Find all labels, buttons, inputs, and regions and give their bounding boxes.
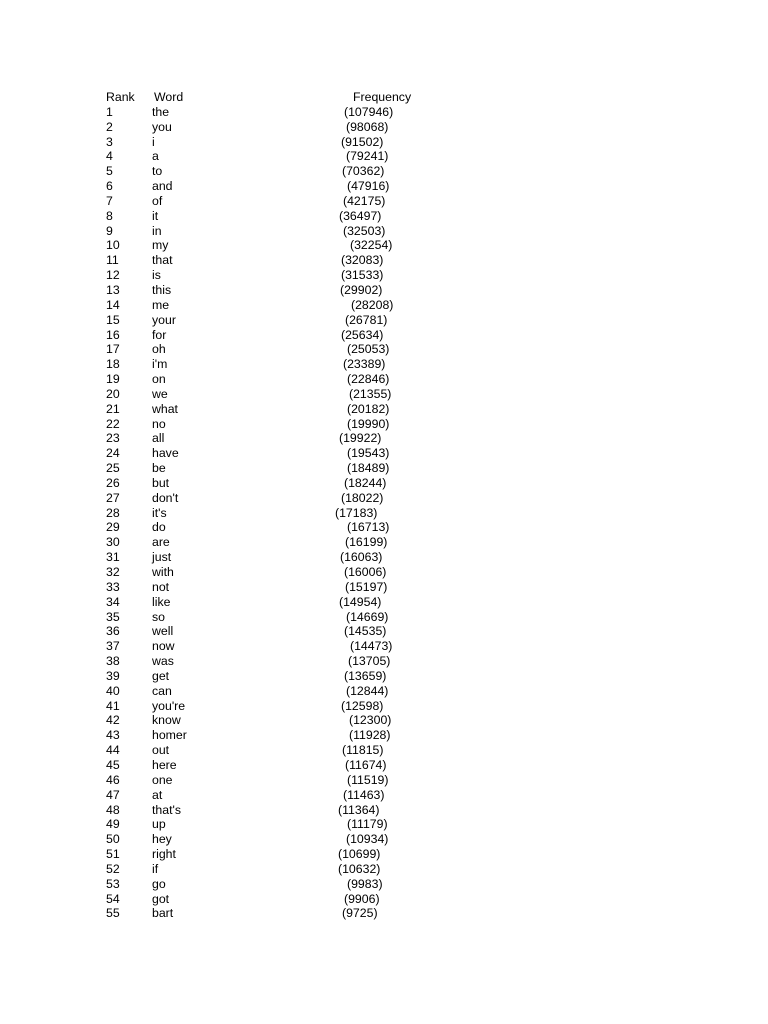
rank-cell: 29 <box>106 520 120 535</box>
rank-cell: 21 <box>106 401 120 416</box>
table-row <box>106 684 446 699</box>
word-cell: bart <box>152 906 174 921</box>
table-row <box>106 877 446 892</box>
rank-cell: 39 <box>106 668 120 683</box>
table-row <box>106 283 446 298</box>
table-row <box>106 624 446 639</box>
frequency-cell: (14669) <box>346 609 389 624</box>
word-cell: don't <box>152 490 179 505</box>
frequency-cell: (19543) <box>347 446 390 461</box>
table-row <box>106 268 446 283</box>
rank-cell: 8 <box>106 208 113 223</box>
table-row <box>106 238 446 253</box>
frequency-cell: (91502) <box>341 134 384 149</box>
table-row <box>106 328 446 343</box>
table-row <box>106 595 446 610</box>
rank-cell: 13 <box>106 282 120 297</box>
word-cell: out <box>152 743 170 758</box>
word-cell: what <box>152 401 178 416</box>
frequency-cell: (18022) <box>341 490 384 505</box>
frequency-cell: (9983) <box>347 876 383 891</box>
frequency-cell: (32503) <box>343 223 386 238</box>
rank-cell: 18 <box>106 357 120 372</box>
rank-cell: 31 <box>106 550 120 565</box>
word-cell: of <box>152 193 163 208</box>
frequency-cell: (32083) <box>341 253 384 268</box>
frequency-cell: (32254) <box>350 238 393 253</box>
word-cell: know <box>152 713 181 728</box>
word-cell: on <box>152 372 166 387</box>
rank-cell: 30 <box>106 535 120 550</box>
frequency-cell: (42175) <box>343 193 386 208</box>
table-row <box>106 135 446 150</box>
word-cell: have <box>152 446 179 461</box>
frequency-cell: (28208) <box>351 297 394 312</box>
table-row <box>106 342 446 357</box>
table-row <box>106 446 446 461</box>
table-row <box>106 105 446 120</box>
table-row <box>106 313 446 328</box>
table-row <box>106 164 446 179</box>
rank-cell: 35 <box>106 609 120 624</box>
frequency-cell: (12844) <box>346 683 389 698</box>
rank-cell: 15 <box>106 312 120 327</box>
table-row <box>106 862 446 877</box>
rank-cell: 9 <box>106 223 113 238</box>
frequency-cell: (70362) <box>342 164 385 179</box>
table-row <box>106 803 446 818</box>
word-cell: not <box>152 579 170 594</box>
frequency-cell: (98068) <box>346 119 389 134</box>
rank-cell: 6 <box>106 179 113 194</box>
rank-cell: 5 <box>106 164 113 179</box>
table-row <box>106 743 446 758</box>
table-header-row <box>106 90 446 105</box>
frequency-cell: (11815) <box>342 743 384 758</box>
word-cell: that <box>152 253 173 268</box>
table-row <box>106 491 446 506</box>
table-row <box>106 298 446 313</box>
rank-cell: 3 <box>106 134 113 149</box>
word-cell: we <box>152 386 168 401</box>
word-cell: and <box>152 179 173 194</box>
word-cell: i <box>152 134 155 149</box>
word-cell: it's <box>152 505 167 520</box>
table-row <box>106 906 446 921</box>
rank-cell: 22 <box>106 416 120 431</box>
word-cell: so <box>152 609 165 624</box>
frequency-cell: (25053) <box>347 342 390 357</box>
table-row <box>106 431 446 446</box>
word-cell: no <box>152 416 166 431</box>
table-row <box>106 847 446 862</box>
table-row <box>106 149 446 164</box>
word-cell: well <box>152 624 174 639</box>
table-row <box>106 224 446 239</box>
frequency-cell: (11364) <box>338 802 380 817</box>
word-cell: be <box>152 461 166 476</box>
table-row <box>106 520 446 535</box>
frequency-cell: (16006) <box>344 565 387 579</box>
word-frequency-table <box>106 90 446 921</box>
table-row <box>106 209 446 224</box>
word-cell: was <box>152 654 174 669</box>
rank-cell: 2 <box>106 119 113 134</box>
word-cell: oh <box>152 342 166 357</box>
frequency-cell: (79241) <box>346 149 389 164</box>
table-row <box>106 565 446 580</box>
frequency-cell: (16063) <box>340 550 383 565</box>
word-cell: in <box>152 223 162 238</box>
table-row <box>106 773 446 788</box>
word-cell: that's <box>152 802 182 817</box>
frequency-cell: (17183) <box>335 505 378 520</box>
word-cell: is <box>152 268 161 283</box>
word-cell: a <box>152 149 159 164</box>
word-cell: all <box>152 431 165 446</box>
frequency-cell: (14954) <box>339 594 382 609</box>
rank-cell: 46 <box>106 772 120 787</box>
rank-cell: 24 <box>106 446 120 461</box>
rank-cell: 52 <box>106 861 120 876</box>
rank-cell: 12 <box>106 268 120 283</box>
frequency-cell: (18244) <box>344 475 387 490</box>
word-cell: now <box>152 639 175 654</box>
word-cell: you're <box>152 698 186 713</box>
rank-cell: 17 <box>106 342 120 357</box>
rank-cell: 7 <box>106 193 113 208</box>
frequency-cell: (10632) <box>338 861 381 876</box>
rank-cell: 20 <box>106 386 120 401</box>
word-cell: to <box>152 164 163 179</box>
rank-cell: 28 <box>106 505 120 520</box>
rank-cell: 10 <box>106 238 120 253</box>
frequency-cell: (9725) <box>342 906 378 921</box>
rank-cell: 27 <box>106 490 120 505</box>
table-row <box>106 417 446 432</box>
rank-cell: 11 <box>106 253 119 268</box>
table-row <box>106 580 446 595</box>
frequency-cell: (11519) <box>347 772 389 787</box>
frequency-cell: (11463) <box>343 787 385 802</box>
frequency-cell: (107946) <box>344 104 394 119</box>
rank-cell: 47 <box>106 787 120 802</box>
rank-cell: 33 <box>106 579 120 594</box>
table-row <box>106 550 446 565</box>
header-frequency: Frequency <box>353 90 412 104</box>
table-row <box>106 461 446 476</box>
frequency-cell: (15197) <box>345 579 388 594</box>
header-word: Word <box>154 90 184 104</box>
frequency-cell: (20182) <box>347 401 390 416</box>
rank-cell: 42 <box>106 713 120 728</box>
word-cell: your <box>152 312 176 327</box>
frequency-cell: (16713) <box>347 520 390 535</box>
table-row <box>106 179 446 194</box>
frequency-cell: (16199) <box>345 535 388 550</box>
rank-cell: 32 <box>106 565 120 579</box>
rank-cell: 26 <box>106 475 120 490</box>
table-row <box>106 654 446 669</box>
rank-cell: 45 <box>106 757 120 772</box>
frequency-cell: (23389) <box>343 357 386 372</box>
rank-cell: 54 <box>106 891 120 906</box>
word-cell: this <box>152 282 172 297</box>
rank-cell: 36 <box>106 624 120 639</box>
frequency-cell: (9906) <box>344 891 380 906</box>
rank-cell: 34 <box>106 594 120 609</box>
word-cell: me <box>152 297 170 312</box>
word-cell: get <box>152 668 170 683</box>
rank-cell: 40 <box>106 683 120 698</box>
table-row <box>106 699 446 714</box>
table-row <box>106 892 446 907</box>
rank-cell: 14 <box>106 297 120 312</box>
word-cell: can <box>152 683 172 698</box>
word-cell: if <box>152 861 159 876</box>
frequency-cell: (31533) <box>341 268 384 283</box>
table-row <box>106 387 446 402</box>
word-cell: right <box>152 847 176 862</box>
table-row <box>106 253 446 268</box>
frequency-cell: (10699) <box>338 847 381 862</box>
frequency-cell: (26781) <box>345 312 388 327</box>
frequency-cell: (36497) <box>339 208 382 223</box>
table-row <box>106 788 446 803</box>
word-cell: do <box>152 520 166 535</box>
table-row <box>106 639 446 654</box>
word-cell: one <box>152 772 173 787</box>
frequency-cell: (11674) <box>345 757 387 772</box>
frequency-cell: (10934) <box>346 832 389 847</box>
rank-cell: 49 <box>106 817 120 832</box>
table-row <box>106 506 446 521</box>
header-rank: Rank <box>106 90 135 104</box>
frequency-cell: (13705) <box>348 654 391 669</box>
frequency-cell: (18489) <box>347 461 390 476</box>
rank-cell: 50 <box>106 832 120 847</box>
frequency-cell: (29902) <box>340 282 383 297</box>
frequency-cell: (19922) <box>339 431 382 446</box>
rank-cell: 38 <box>106 654 120 669</box>
table-row <box>106 610 446 625</box>
word-cell: it <box>152 208 159 223</box>
frequency-cell: (12598) <box>341 698 384 713</box>
table-row <box>106 713 446 728</box>
rank-cell: 1 <box>106 104 113 119</box>
word-cell: i'm <box>152 357 168 372</box>
rank-cell: 19 <box>106 372 120 387</box>
word-cell: my <box>152 238 169 253</box>
frequency-cell: (19990) <box>347 416 390 431</box>
word-cell: with <box>152 565 174 579</box>
rank-cell: 55 <box>106 906 120 921</box>
frequency-cell: (25634) <box>341 327 384 342</box>
word-cell: hey <box>152 832 172 847</box>
word-cell: at <box>152 787 163 802</box>
rank-cell: 37 <box>106 639 120 654</box>
rank-cell: 4 <box>106 149 113 164</box>
frequency-cell: (14473) <box>350 639 393 654</box>
frequency-cell: (47916) <box>347 179 390 194</box>
word-cell: homer <box>152 728 187 743</box>
frequency-cell: (21355) <box>349 386 392 401</box>
frequency-cell: (11928) <box>349 728 391 743</box>
rank-cell: 51 <box>106 847 120 862</box>
frequency-cell: (12300) <box>349 713 392 728</box>
table-row <box>106 372 446 387</box>
rank-cell: 44 <box>106 743 120 758</box>
word-cell: for <box>152 327 167 342</box>
table-row <box>106 357 446 372</box>
table-row <box>106 476 446 491</box>
word-cell: but <box>152 475 170 490</box>
frequency-cell: (22846) <box>347 372 390 387</box>
word-cell: here <box>152 757 177 772</box>
table-row <box>106 535 446 550</box>
rank-cell: 48 <box>106 802 120 817</box>
frequency-cell: (11179) <box>347 817 388 832</box>
table-row <box>106 832 446 847</box>
word-cell: the <box>152 104 170 119</box>
table-row <box>106 120 446 135</box>
table-row <box>106 728 446 743</box>
table-row <box>106 669 446 684</box>
table-row <box>106 758 446 773</box>
rank-cell: 23 <box>106 431 120 446</box>
word-cell: up <box>152 817 166 832</box>
rank-cell: 41 <box>106 698 120 713</box>
rank-cell: 25 <box>106 461 120 476</box>
word-cell: go <box>152 876 166 891</box>
word-cell: you <box>152 119 172 134</box>
rank-cell: 16 <box>106 327 120 342</box>
table-row <box>106 194 446 209</box>
word-cell: got <box>152 891 170 906</box>
frequency-cell: (14535) <box>344 624 387 639</box>
word-cell: are <box>152 535 170 550</box>
table-row <box>106 402 446 417</box>
word-cell: just <box>152 550 172 565</box>
frequency-cell: (13659) <box>344 668 387 683</box>
rank-cell: 53 <box>106 876 120 891</box>
table-body <box>106 105 446 921</box>
rank-cell: 43 <box>106 728 120 743</box>
table-row <box>106 817 446 832</box>
word-cell: like <box>152 594 171 609</box>
